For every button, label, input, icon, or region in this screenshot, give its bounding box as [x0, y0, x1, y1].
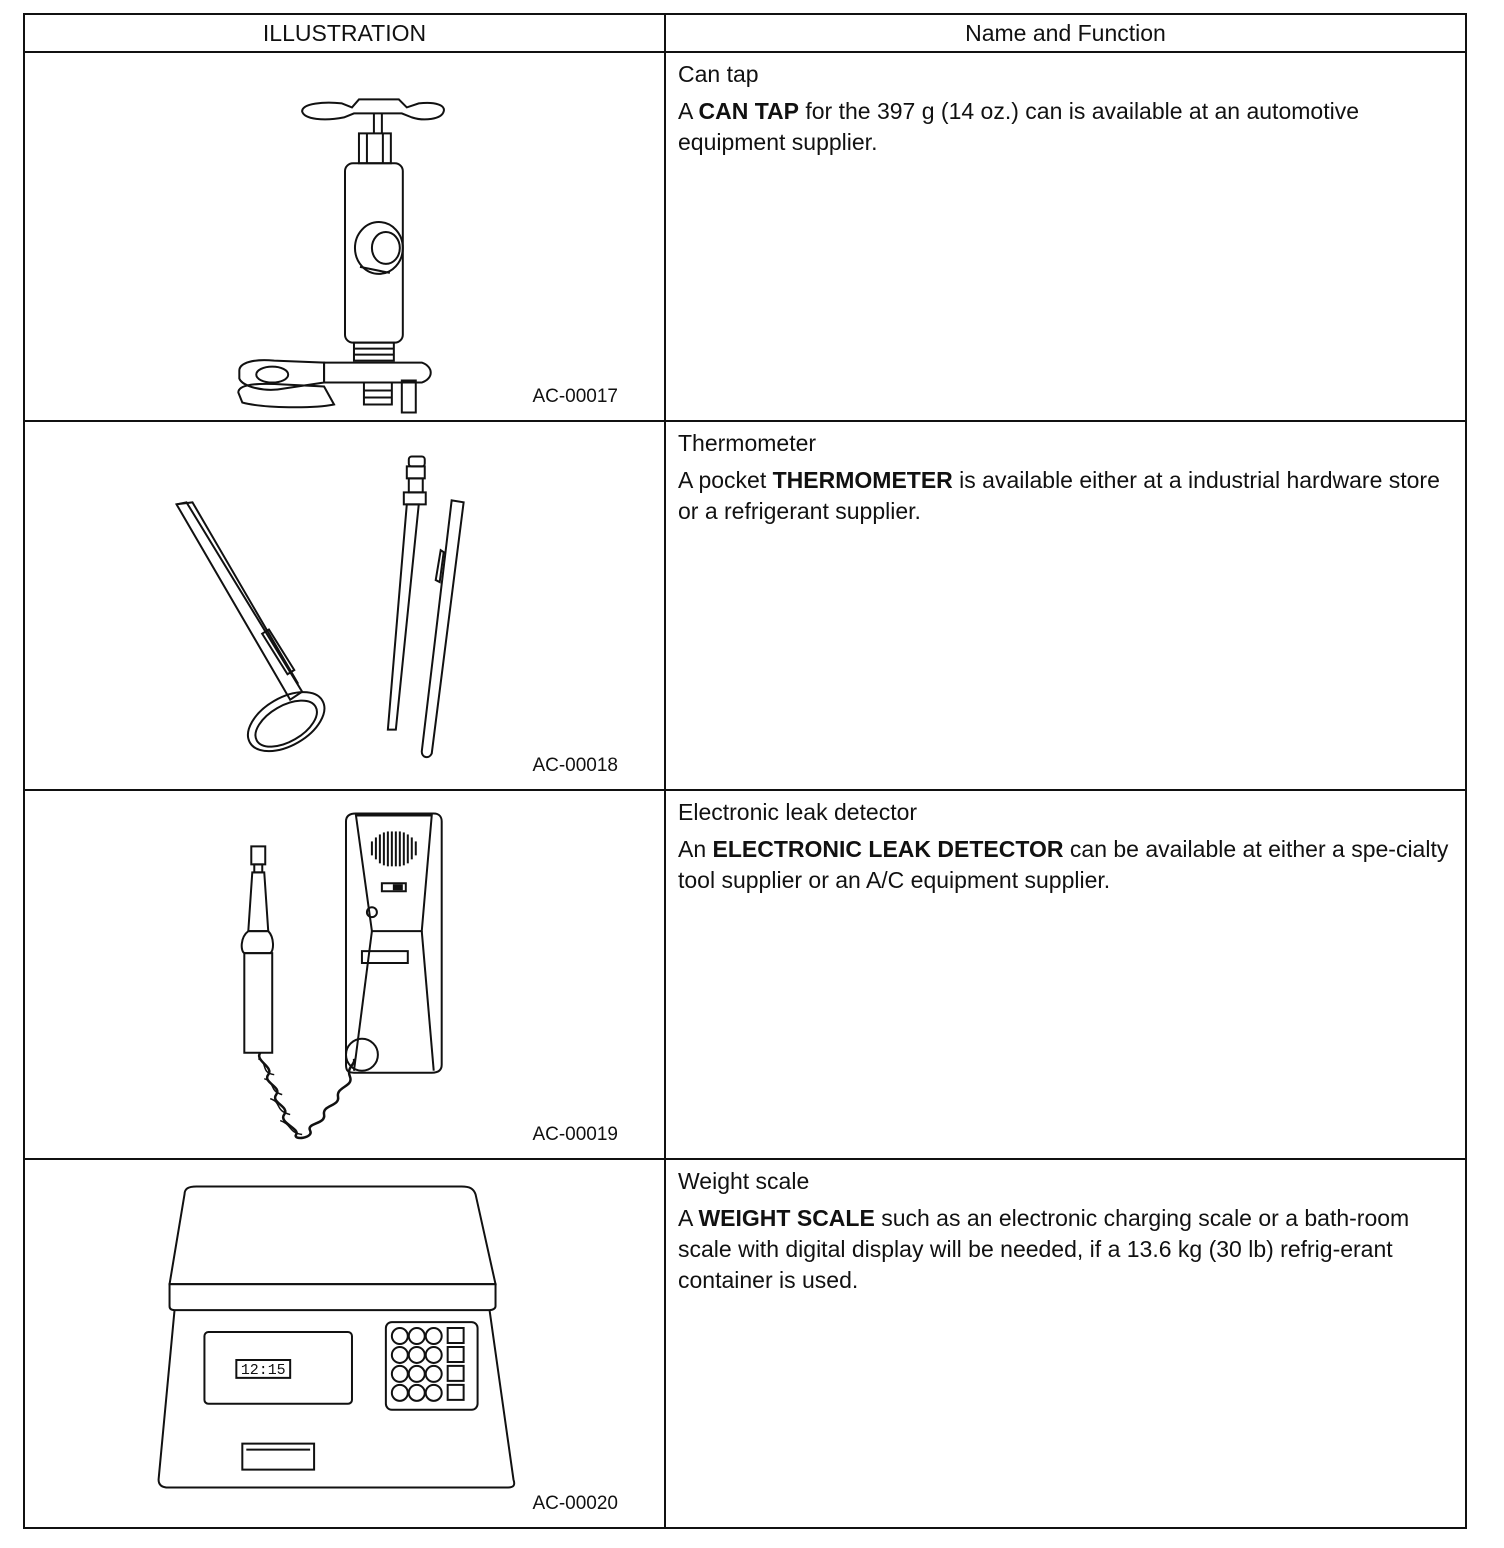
tool-function: A CAN TAP for the 397 g (14 oz.) can is available at an automotive equipment supplier. — [678, 98, 1359, 155]
illustration-cell — [24, 1159, 665, 1528]
description-cell — [665, 421, 1466, 790]
tools-table — [23, 13, 1467, 1529]
figure-code: AC-00020 — [532, 1493, 618, 1514]
weight-scale-illustration — [25, 1160, 664, 1527]
figure-code: AC-00019 — [532, 1124, 618, 1145]
tool-name: Can tap — [678, 61, 759, 87]
tool-name: Weight scale — [678, 1168, 810, 1194]
figure-code: AC-00018 — [532, 755, 618, 776]
tool-name: Electronic leak detector — [678, 799, 918, 825]
figure-code: AC-00017 — [532, 386, 618, 407]
tool-function: A WEIGHT SCALE such as an electronic charging scale or a bath-room scale with digital display will be needed, if a 13.6 kg (30 lb) refrig-erant container is used. — [678, 1205, 1410, 1293]
illustration-cell — [24, 790, 665, 1159]
header-name-function: Name and Function — [665, 14, 1466, 52]
tool-name: Thermometer — [678, 430, 817, 456]
can-tap-illustration — [25, 53, 664, 420]
description-cell — [665, 1159, 1466, 1528]
scale-display-readout: 12:15 — [240, 1362, 286, 1379]
table-row — [24, 790, 1466, 1159]
description-cell — [665, 790, 1466, 1159]
header-illustration: ILLUSTRATION — [24, 14, 665, 52]
table-row — [24, 52, 1466, 421]
tool-function: A pocket THERMOMETER is available either at a industrial hardware store or a refrigerant supplier. — [678, 467, 1440, 524]
tool-function: An ELECTRONIC LEAK DETECTOR can be available at either a spe-cialty tool supplier or an A/C equipment supplier. — [678, 836, 1449, 893]
leak-detector-illustration — [25, 791, 664, 1158]
table-row — [24, 1159, 1466, 1528]
header-row — [24, 14, 1466, 52]
thermometer-illustration — [25, 422, 664, 789]
table-row — [24, 421, 1466, 790]
description-cell — [665, 52, 1466, 421]
illustration-cell — [24, 421, 665, 790]
illustration-cell — [24, 52, 665, 421]
